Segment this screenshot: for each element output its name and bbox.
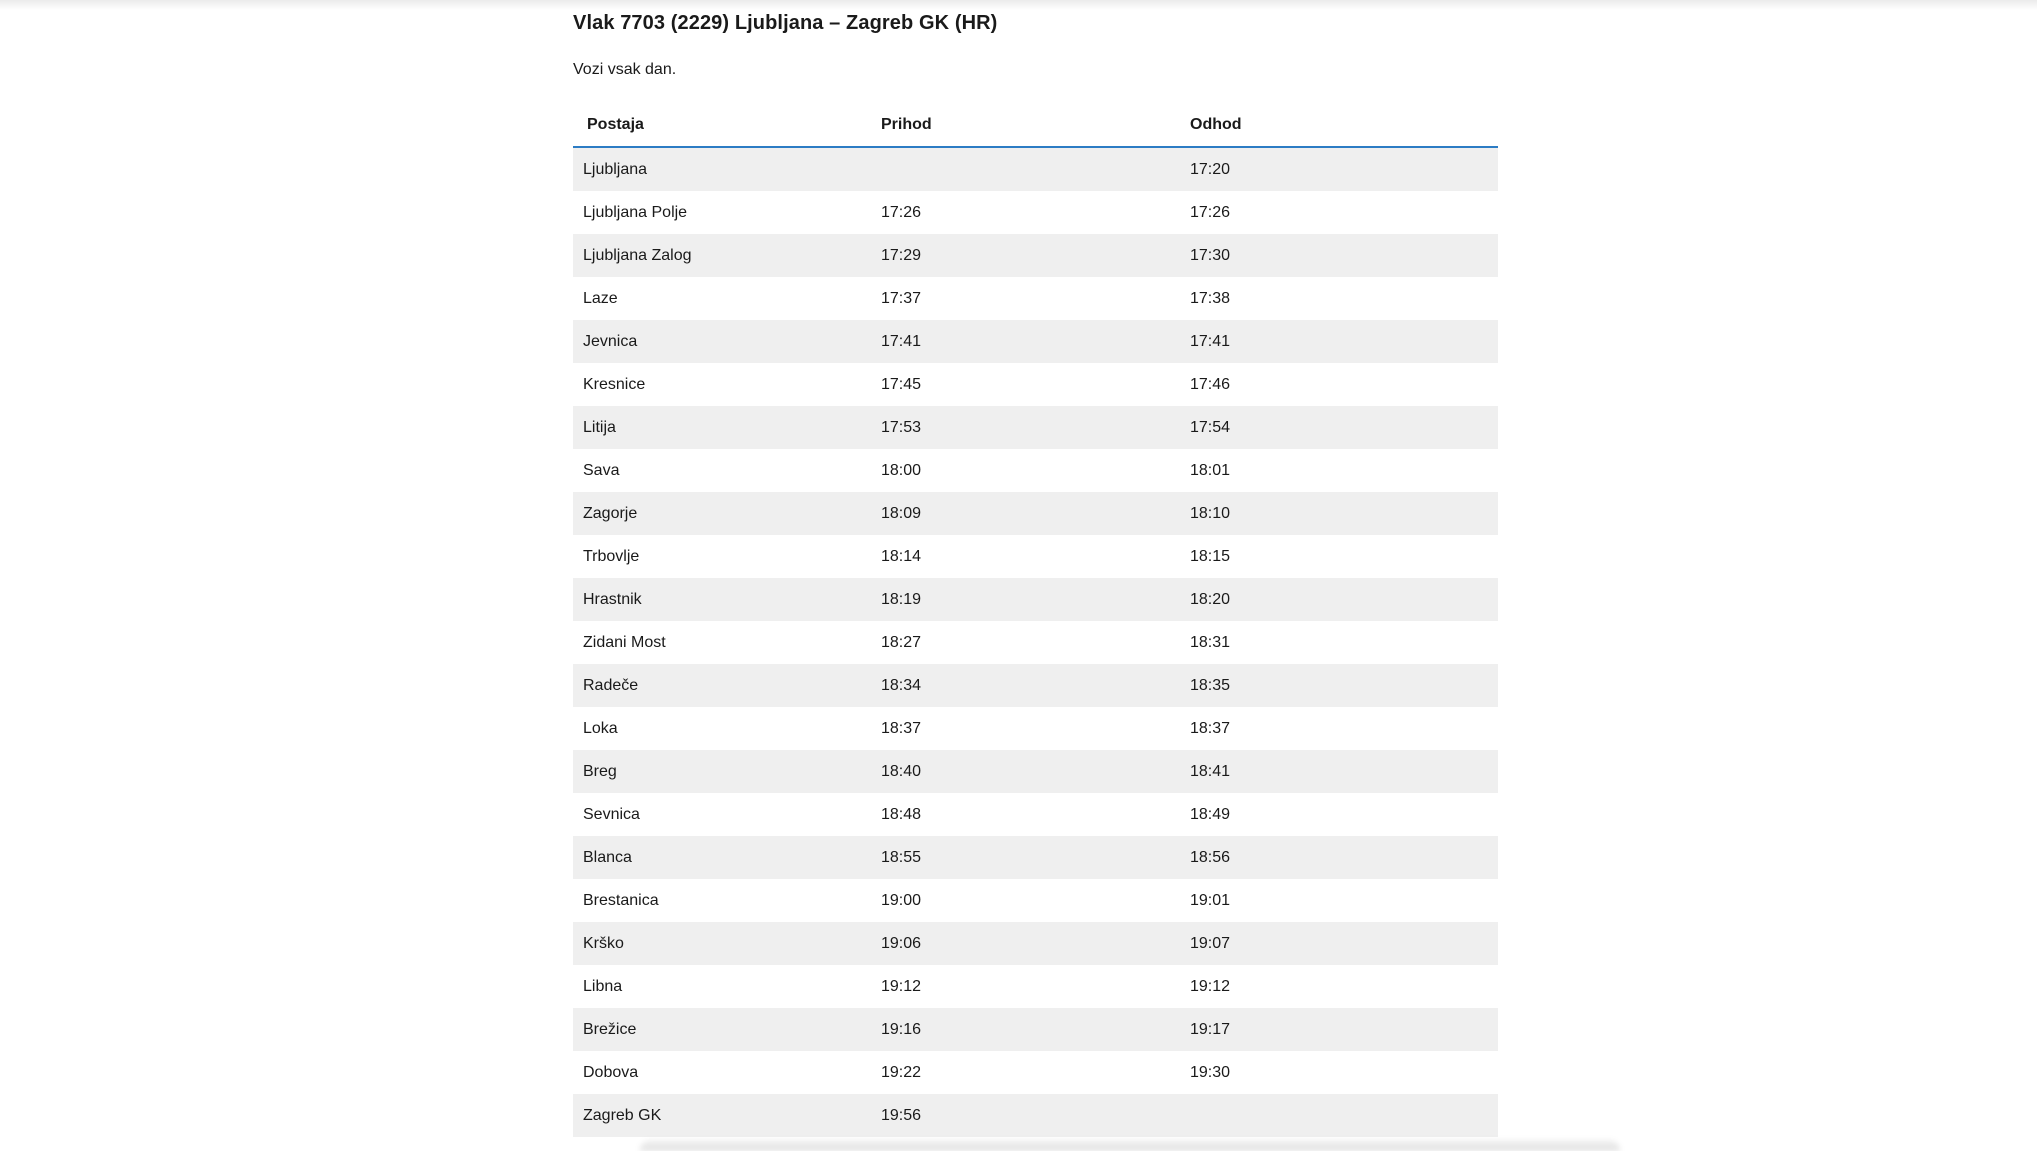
arrival-cell: 18:27 (881, 633, 922, 651)
table-row (573, 1008, 1498, 1051)
departure-cell: 18:35 (1190, 676, 1231, 694)
table-row (573, 793, 1498, 836)
page-subtitle: Vozi vsak dan. (573, 61, 677, 78)
table-row (573, 578, 1498, 621)
table-row (573, 1051, 1498, 1094)
arrival-cell: 19:00 (881, 891, 922, 909)
arrival-cell: 17:29 (881, 246, 922, 264)
arrival-cell: 19:22 (881, 1063, 922, 1081)
arrival-cell: 19:56 (881, 1106, 922, 1124)
timetable-body (573, 147, 1498, 1137)
station-cell: Brežice (583, 1020, 637, 1038)
arrival-cell: 19:16 (881, 1020, 922, 1038)
station-cell: Radeče (583, 676, 639, 694)
arrival-cell: 18:09 (881, 504, 922, 522)
station-cell: Zagreb GK (583, 1106, 662, 1124)
departure-cell: 18:56 (1190, 848, 1231, 866)
arrival-cell: 19:12 (881, 977, 922, 995)
timetable-table (573, 104, 1498, 1137)
station-cell: Hrastnik (583, 590, 642, 608)
station-cell: Trbovlje (583, 547, 640, 565)
departure-cell: 19:30 (1190, 1063, 1231, 1081)
table-row (573, 449, 1498, 492)
station-cell: Kresnice (583, 375, 646, 393)
arrival-cell: 18:48 (881, 805, 922, 823)
station-cell: Blanca (583, 848, 632, 866)
departure-cell: 18:31 (1190, 633, 1231, 651)
station-cell: Laze (583, 289, 618, 307)
top-shadow (0, 0, 2037, 10)
arrival-cell: 17:26 (881, 203, 922, 221)
station-cell: Zagorje (583, 504, 638, 522)
departure-cell: 19:01 (1190, 891, 1231, 909)
station-cell: Dobova (583, 1063, 639, 1081)
departure-cell: 18:49 (1190, 805, 1231, 823)
departure-cell: 17:46 (1190, 375, 1231, 393)
departure-cell: 17:38 (1190, 289, 1231, 307)
departure-cell: 17:54 (1190, 418, 1231, 436)
table-row (573, 147, 1498, 191)
station-cell: Jevnica (583, 332, 638, 350)
table-row (573, 1094, 1498, 1137)
table-row (573, 320, 1498, 363)
station-cell: Loka (583, 719, 618, 737)
departure-cell: 17:26 (1190, 203, 1231, 221)
departure-cell: 18:41 (1190, 762, 1231, 780)
table-row (573, 363, 1498, 406)
table-header-row (573, 104, 1498, 147)
arrival-cell: 18:14 (881, 547, 922, 565)
table-row (573, 922, 1498, 965)
header-departure: Odhod (1190, 104, 1498, 147)
station-cell: Brestanica (583, 891, 659, 909)
station-cell: Libna (583, 977, 623, 995)
page-title: Vlak 7703 (2229) Ljubljana – Zagreb GK (HR) (573, 12, 998, 34)
arrival-cell: 18:37 (881, 719, 922, 737)
table-row (573, 664, 1498, 707)
table-row (573, 535, 1498, 578)
departure-cell: 17:20 (1190, 160, 1231, 178)
station-cell: Breg (583, 762, 617, 780)
departure-cell: 19:17 (1190, 1020, 1231, 1038)
station-cell: Sevnica (583, 805, 640, 823)
arrival-cell: 17:45 (881, 375, 922, 393)
departure-cell: 18:15 (1190, 547, 1231, 565)
bottom-overlay-edge (640, 1140, 1620, 1151)
header-arrival: Prihod (881, 104, 1190, 147)
station-cell: Ljubljana (583, 160, 648, 178)
table-row (573, 707, 1498, 750)
station-cell: Litija (583, 418, 616, 436)
table-row (573, 234, 1498, 277)
arrival-cell: 18:19 (881, 590, 922, 608)
arrival-cell: 17:53 (881, 418, 922, 436)
arrival-cell: 17:37 (881, 289, 922, 307)
departure-cell: 18:37 (1190, 719, 1231, 737)
table-row (573, 879, 1498, 922)
arrival-cell: 18:40 (881, 762, 922, 780)
header-station: Postaja (573, 104, 881, 147)
station-cell: Ljubljana Polje (583, 203, 688, 221)
table-row (573, 965, 1498, 1008)
departure-cell: 18:10 (1190, 504, 1231, 522)
table-row (573, 750, 1498, 793)
departure-cell: 18:01 (1190, 461, 1231, 479)
departure-cell: 17:30 (1190, 246, 1231, 264)
departure-cell: 19:07 (1190, 934, 1231, 952)
arrival-cell: 18:00 (881, 461, 922, 479)
station-cell: Krško (583, 934, 624, 952)
departure-cell: 17:41 (1190, 332, 1231, 350)
arrival-cell: 18:55 (881, 848, 922, 866)
table-row (573, 277, 1498, 320)
departure-cell: 18:20 (1190, 590, 1231, 608)
arrival-cell: 17:41 (881, 332, 922, 350)
table-row (573, 621, 1498, 664)
arrival-cell: 18:34 (881, 676, 922, 694)
table-row (573, 836, 1498, 879)
departure-cell (1190, 1094, 1498, 1137)
station-cell: Zidani Most (583, 633, 666, 651)
departure-cell: 19:12 (1190, 977, 1231, 995)
table-row (573, 492, 1498, 535)
station-cell: Sava (583, 461, 620, 479)
table-row (573, 191, 1498, 234)
station-cell: Ljubljana Zalog (583, 246, 692, 264)
arrival-cell: 19:06 (881, 934, 922, 952)
table-row (573, 406, 1498, 449)
arrival-cell (881, 147, 1190, 191)
